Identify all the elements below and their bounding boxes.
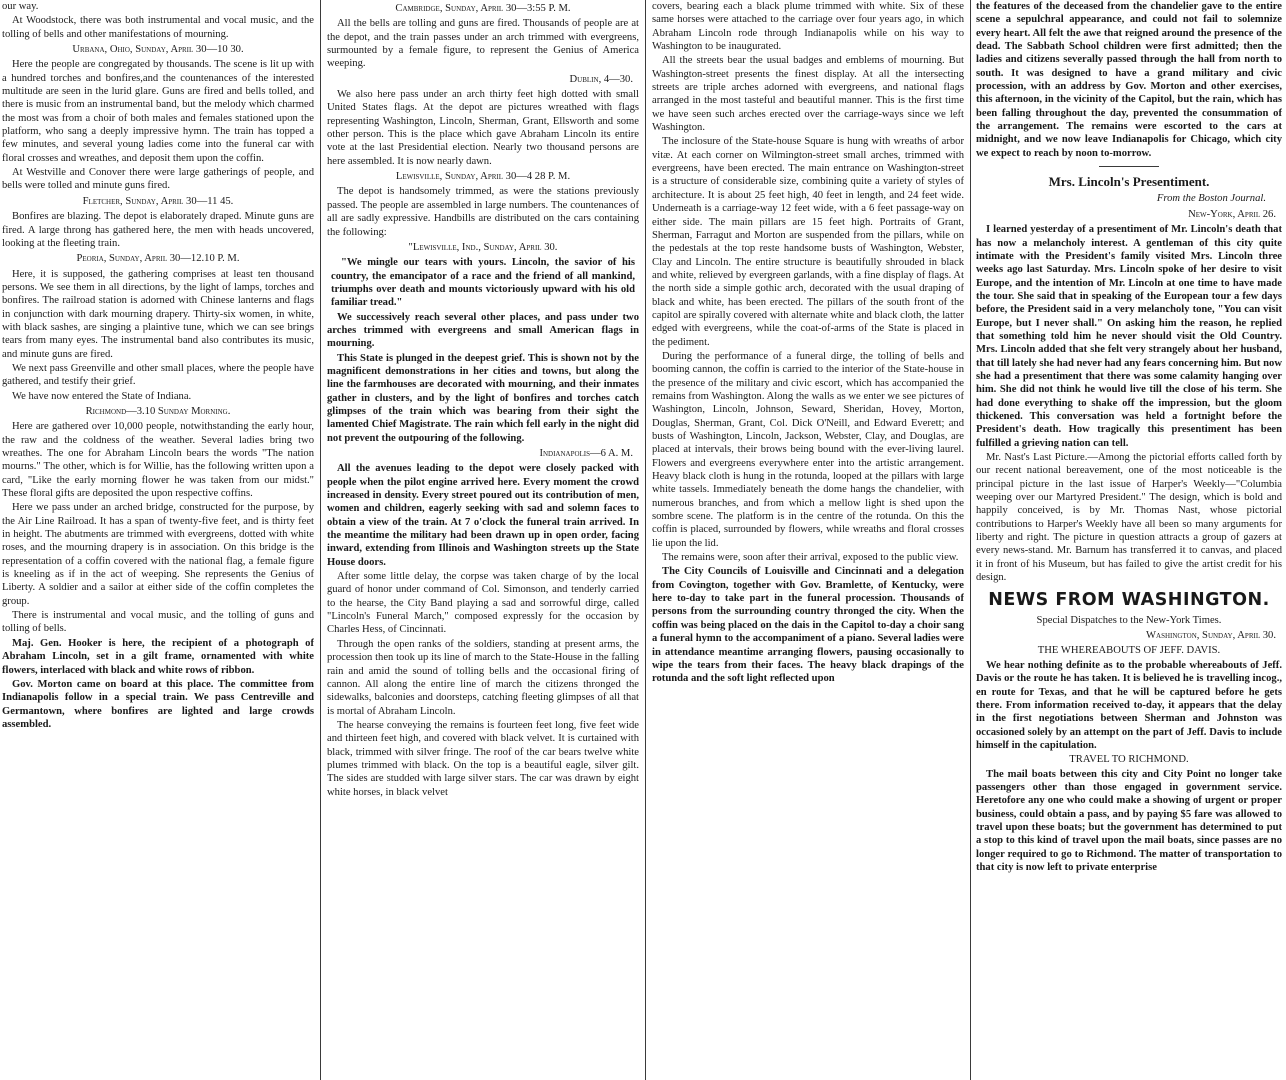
- quote-dateline: "Lewisville, Ind., Sunday, April 30.: [408, 241, 558, 253]
- quote: "We mingle our tears with yours. Lincoln, the savior of his country, the emancipator of a race and the friend of all mankind, triumphs over death and mounts victoriously upward with his old familiar tread.": [331, 257, 635, 309]
- paragraph: All the streets bear the usual badges and emblems of mourning. But Washington-street presents the finest display. At all the intersecting streets are triple arches adorned with evergreens, and national flags arranged in the most tasteful and beautiful manner. This is the first time we have seen such arches erected over the carriage-ways since we left Washington.: [652, 55, 964, 134]
- paragraph: Gov. Morton came on board at this place. The committee from Indianapolis follow in a special train. We pass Centreville and Germantown, where bonfires are lighted and large crowds assembled.: [2, 678, 314, 730]
- paragraph: Here we pass under an arched bridge, constructed for the purpose, by the Air Line Railroad. It has a span of twenty-five feet, and is thirty feet in height. The abutments are trimmed with evergreens, dotted with white roses, and the mourning drapery is in association. On this bridge is the representation of a coffin covered with the national flag, a female figure is kneeling as if in the act of weeping. She represents the Genius of Liberty. A soldier and a sailor at either side of the coffin completes the group.: [2, 502, 314, 607]
- subheading: THE WHEREABOUTS OF JEFF. DAVIS.: [1037, 645, 1221, 657]
- paragraph: All the avenues leading to the depot were closely packed with people when the pilot engine arrived here. Every moment the crowd increased in density. Every street poured out its contribution of men, women and children, eagerly seeking with sad and solemn faces to obtain a view of the train. At 7 o'clock the funeral train arrived. In the meantime the military had been drawn up in open order, facing inward, extending from Illinois and Washington streets up the State House doors.: [327, 463, 639, 568]
- paragraph: There is instrumental and vocal music, and the tolling of guns and tolling of bells.: [2, 610, 314, 635]
- column-rule: [320, 0, 321, 1080]
- column-rule: [970, 0, 971, 1080]
- paragraph: The mail boats between this city and City Point no longer take passengers other than those engaged in government service. Heretofore any one who could make a showing of urgent or proper business, could obtain a pass, and by paying $5 fare was allowed to travel upon these boats; but the government has determined to put a stop to this kind of travel upon the mail boats, since passes are no longer required to go to Richmond. The matter of transportation to that city is now left to private enterprise: [976, 768, 1282, 873]
- paragraph: During the performance of a funeral dirge, the tolling of bells and booming cannon, the coffin is carried to the interior of the State-house in the presence of the military and civic escort, which has accompanied the remains from Washington. Along the walls as we enter we see pictures of Washington, Lincoln, Johnson, Seward, Sheridan, Hovey, Morton, Douglas, Sherman, Grant, Col. Dick O'Neill, and Edward Everett; and busts of Washington, Lincoln, Jackson, Webster, Clay, and Douglas, are placed at intervals, their brows being bound with the ever-living laurel. Flowers and evergreens everywhere enter into the artistic arrangement. Heavy black cloth is hung in the rotunda, looped at the pillars with large white tassels. Immediately beneath the dome hangs the chandelier, with numerous branches, and from which a mellow light is shed upon the sombre scene. The platform is in the centre of the rotunda. On this the coffin is placed, surrounded by flowers, while wreaths and floral crosses lie upon the lid.: [652, 350, 964, 549]
- paragraph: After some little delay, the corpse was taken charge of by the local guard of honor under command of Col. Simonson, and tenderly carried to the hearse, the City Band playing a sad and sorrowful dirge, called "Lincoln's Funeral March," composed expressly for the occasion by Charles Hess, of Cincinnati.: [327, 571, 639, 636]
- dateline: Washington, Sunday, April 30.: [1146, 630, 1276, 642]
- paragraph: Mr. Nast's Last Picture.—Among the pictorial efforts called forth by our recent national bereavement, one of the most noticeable is the principal picture in the last issue of Harper's Weekly—"Columbia weeping over our Martyred President." The design, which is bold and happily conceived, is by Mr. Thomas Nast, whose pictorial contributions to Harper's Weekly have all been so many arguments for liberty and right. The picture in question attracts a group of gazers at every news-stand. Mr. Barnum has transferred it to canvas, and placed it in front of his Museum, but has failed to give the artist credit for his design.: [976, 452, 1282, 584]
- dateline: Peoria, Sunday, April 30—12.10 P. M.: [76, 253, 240, 265]
- paragraph: This State is plunged in the deepest grief. This is shown not by the magnificent demonstrations in her cities and towns, but along the line the farmhouses are decorated with mourning, and their inmates gather in clusters, and by the light of bonfires and torches catch glimpses of the train which was bearing from their sight the lamented Chief Magistrate. The rain which fell early in the night did not prevent the outpouring of the following.: [327, 352, 639, 444]
- paragraph: The hearse conveying the remains is fourteen feet long, five feet wide and thirteen feet high, and covered with black velvet. It is curtained with black, trimmed with silver fringe. The roof of the car bears twelve white plumes trimmed with black. On the top is a beautiful eagle, silver gilt. The sides are studded with large silver stars. The car was drawn by eight white horses, in black velvet: [327, 719, 639, 798]
- paragraph: Bonfires are blazing. The depot is elaborately draped. Minute guns are fired. A large throng has gathered here, the men with heads uncovered, looking at the fleeting train.: [2, 211, 314, 249]
- dateline: Fletcher, Sunday, April 30—11 45.: [82, 195, 234, 207]
- column-4: [976, 0, 1282, 1080]
- dateline: Indianapolis—6 A. M.: [539, 448, 633, 459]
- subheading: Special Dispatches to the New-York Times.: [1036, 614, 1222, 626]
- paragraph: We successively reach several other places, and pass under two arches trimmed with evergreens and small American flags in mourning.: [327, 311, 639, 350]
- section-headline: NEWS FROM WASHINGTON.: [988, 590, 1270, 611]
- paragraph: The depot is handsomely trimmed, as were the stations previously passed. The people are assembled in large numbers. The countenances of all are sadly expressive. Handbills are distributed on the cars containing the following:: [327, 186, 639, 238]
- source-line: From the Boston Journal.: [1156, 193, 1266, 205]
- dateline: Dublin, 4—30.: [569, 73, 633, 85]
- column-rule: [645, 0, 646, 1080]
- paragraph: At Westville and Conover there were large gatherings of people, and bells were tolled and minute guns fired.: [2, 167, 314, 192]
- paragraph: The remains were, soon after their arrival, exposed to the public view.: [662, 552, 959, 564]
- section-divider: [1099, 166, 1159, 167]
- paragraph: Maj. Gen. Hooker is here, the recipient of a photograph of Abraham Lincoln, set in a gilt frame, ornamented with white flowers, interlaced with black and white rows of ribbon.: [2, 637, 314, 676]
- paragraph: All the bells are tolling and guns are fired. Thousands of people are at the depot, and the train passes under an arch trimmed with evergreens, surmounted by a female figure, to represent the Genius of America weeping.: [327, 18, 639, 70]
- paragraph: Through the open ranks of the soldiers, standing at present arms, the procession then took up its line of march to the State-House in the falling rain and amid the sound of tolling bells and the occasional firing of cannon. All along the entire line of march the citizens thronged the sidewalks, balconies and doorsteps, catching fleeting glimpses of all that is mortal of Abraham Lincoln.: [327, 638, 639, 717]
- paragraph: covers, bearing each a black plume trimmed with white. Six of these same horses were attached to the carriage over four years ago, in which Abraham Lincoln rode through Indianapolis while on his way to Washington to be inaugurated.: [652, 1, 964, 53]
- column-3: [652, 0, 964, 1080]
- paragraph: We have now entered the State of Indiana.: [12, 390, 192, 402]
- dateline: Cambridge, Sunday, April 30—3:55 P. M.: [395, 3, 571, 14]
- paragraph: At Woodstock, there was both instrumental and vocal music, and the tolling of bells and other manifestations of mourning.: [2, 15, 314, 40]
- column-2: [327, 0, 639, 1080]
- paragraph: our way.: [2, 1, 39, 12]
- paragraph: The City Councils of Louisville and Cincinnati and a delegation from Covington, together with Gov. Bramlette, of Kentucky, were here to-day to take part in the funeral procession. Thousands of persons from the surrounding country thronged the city. When the coffin was being placed on the dais in the Capitol to-day a choir sang a funeral hymn to the accompaniment of a piano. Several ladies were in attendance meantime arranging flowers, pausing occasionally to wipe the tears from their faces. The heavy black drapings of the rotunda and the soft light reflected upon: [652, 566, 964, 685]
- column-1: [2, 0, 314, 1080]
- article-headline: Mrs. Lincoln's Presentiment.: [1048, 174, 1210, 190]
- paragraph: We also here pass under an arch thirty feet high dotted with small United States flags. At the depot are pictures wreathed with flags representing Washington, Lincoln, Sherman, Grant, Ellsworth and some other person. This is the place which gave Abraham Lincoln its entire vote at the last Presidential election. Nearly two thousand persons are here assembled. It is now nearly dawn.: [327, 89, 639, 167]
- paragraph: The inclosure of the State-house Square is hung with wreaths of arbor vitæ. At each corner on Wilmington-street small arches, trimmed with evergreens, have been erected. The main entrance on Washington-street is a structure of considerable size, combining quite a variety of styles of architecture. It is about 25 feet high, 40 feet in length, and 24 feet wide. Underneath is a carriage-way 12 feet wide, with a 6 feet passage-way on either side. The main pillars are 15 feet high. Portraits of Grant, Sherman, Farragut and Morton are suspended from the pillars, while on the pedestals at the top reste handsome busts of Washington, Webster, Clay and Lincoln. The entire structure is beautifully shrouded in black and white, relieved by evergreen garlands, with a fine display of flags. At the north side a simple gothic arch, decorated with the usual draping of black and white, has been erected. The pillars of the south front of the capitol are spirally covered with alternate white and black cloth, the latter edged with evergreens, while the coat-of-arms of the State is placed in the pediment.: [652, 136, 964, 348]
- dateline: Lewisville, Sunday, April 30—4 28 P. M.: [395, 171, 571, 183]
- paragraph: We hear nothing definite as to the probable whereabouts of Jeff. Davis or the route he has taken. It is believed he is travelling incog., en route for Texas, and that he will be captured before he gets there. From information received to-day, it appears that the delay in the first negotiations between Sherman and Johnston was occasioned solely by an attempt on the part of Jeff. Davis to include himself in the capitulation.: [976, 659, 1282, 751]
- paragraph: Here the people are congregated by thousands. The scene is lit up with a hundred torches and bonfires,and the countenances of the interested multitude are seen in the lurid glare. Guns are fired and bells tolled, and there is music from an instrumental band, but the melody which charmed the most was from a choir of both males and females stationed upon the platform, who sang a deeply impressive hymn. The train has topped a few minutes, and several young ladies come into the funeral car with floral crosses and wreathes, and deposit them upon the coffin.: [2, 59, 314, 164]
- paragraph: We next pass Greenville and other small places, where the people have gathered, and testify their grief.: [2, 362, 314, 388]
- paragraph: I learned yesterday of a presentiment of Mr. Lincoln's death that has now a melancholy interest. A gentleman of this city quite intimate with the President's family visited Mrs. Lincoln three weeks ago last Saturday. Mrs. Lincoln spoke of her desire to visit Europe, and the intention of Mr. Lincoln at one time to have made the tour. She said that in speaking of the European tour a few days before, the President said in a very melancholy tone, "You can visit Europe, but I never shall." On asking him the reason, he replied that something told him he never should visit the Old Country. Mrs. Lincoln added that she felt very strangely about her husband, that till lately she had never had any fears concerning him. But now she had a presentiment that there was some calamity hanging over him. She did not think he would live till the close of his term. She had done everything to shake off the impression, but the gloom thickened. This conversation was held a fortnight before the President's death. How tragically this presentiment has been fulfilled a grieving nation can tell.: [976, 224, 1282, 449]
- paragraph: Here are gathered over 10,000 people, notwithstanding the early hour, the raw and the coldness of the weather. Several ladies bring two wreathes. The one for Abraham Lincoln bears the words "The nation mourns." The other, which is for Willie, has the following written upon a card, "Like the early morning flower he was taken from our midst." These floral gifts are deposited the upon respective coffins.: [2, 421, 314, 500]
- dateline: Richmond—3.10 Sunday Morning.: [85, 405, 231, 417]
- dateline: Urbana, Ohio, Sunday, April 30—10 30.: [72, 44, 244, 56]
- paragraph: Here, it is supposed, the gathering comprises at least ten thousand persons. We see them in all directions, by the light of lamps, torches and bonfires. The railroad station is adorned with Chinese lanterns and flags in conjunction with dark mourning drapery. Thirty-six women, in white, with black sashes, are singing a plaintive tune, which we can see brings tears from many eyes. The instrumental band also contributes its music, and minute guns are fired.: [2, 268, 314, 360]
- subheading: TRAVEL TO RICHMOND.: [1069, 754, 1189, 766]
- dateline: New-York, April 26.: [1188, 208, 1276, 220]
- paragraph: the features of the deceased from the chandelier gave to the entire scene a sepulchral appearance, and could not fail to solemnize every heart. All felt the awe that reigned around the presence of the dead. The Sabbath School children were first admitted; then the ladies and citizens severally passed through the hall from north to south. It was designed to have a grand military and civic procession, with an address by Gov. Morton and other exercises, this afternoon, in the vicinity of the Capitol, but the rain, which has been falling throughout the day, prevented the consummation of the arrangement. The remains were escorted to the cars at midnight, and we now leave Indianapolis for Chicago, which city we expect to reach by noon to-morrow.: [976, 1, 1282, 159]
